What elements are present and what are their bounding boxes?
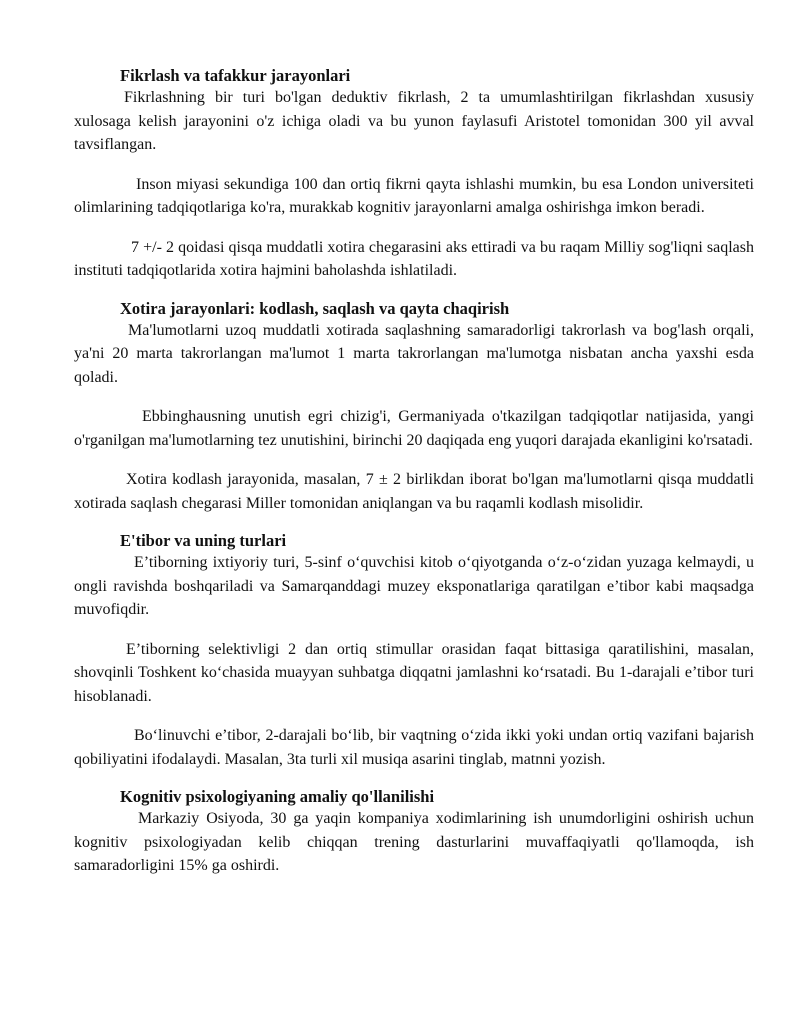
section-thinking <box>74 66 754 283</box>
paragraph: 7 +/- 2 qoidasi qisqa muddatli xotira chegarasini aks ettiradi va bu raqam Milliy sog'liqni saqlash instituti tadqiqotlarida xotira hajmini baholashda ishlatiladi. <box>74 238 754 279</box>
section-attention <box>74 531 754 771</box>
paragraph: Markaziy Osiyoda, 30 ga yaqin kompaniya xodimlarining ish unumdorligini oshirish uchun kognitiv psixologiyadan kelib chiqqan trening dasturlarini muvaffaqiyatli qo'llamoqda, ish samaradorligini 15% ga oshirdi. <box>74 810 754 874</box>
paragraph: E’tiborning selektivligi 2 dan ortiq stimullar orasidan faqat bittasiga qaratilishini, masalan, shovqinli Toshkent ko‘chasida muayyan suhbatga diqqatni jamlashni ko‘rsatadi. Bu 1-darajali e’tibor turi hisoblanadi. <box>74 640 754 705</box>
paragraph: Bo‘linuvchi e’tibor, 2-darajali bo‘lib, bir vaqtning o‘zida ikki yoki undan ortiq vazifani bajarish qobiliyatini ifodalaydi. Masalan, 3ta turli xil musiqa asarini tinglab, matnni yozish. <box>74 727 754 768</box>
section-heading: Fikrlash va tafakkur jarayonlari <box>120 66 351 85</box>
document-page <box>74 66 754 878</box>
section-heading: Xotira jarayonlari: kodlash, saqlash va qayta chaqirish <box>120 298 510 318</box>
section-heading: Kognitiv psixologiyaning amaliy qo'llanilishi <box>120 787 435 806</box>
section-memory <box>74 299 754 516</box>
paragraph: Inson miyasi sekundiga 100 dan ortiq fikrni qayta ishlashi mumkin, bu esa London universiteti olimlarining tadqiqotlariga ko'ra, murakkab kognitiv jarayonlarni amalga oshirishga imkon beradi. <box>74 175 754 216</box>
paragraph: Ebbinghausning unutish egri chizig'i, Germaniyada o'tkazilgan tadqiqotlar natijasida, yangi o'rganilgan ma'lumotlarning tez unutishini, birinchi 20 daqiqada eng yuqori darajada ekanligini ko'rsatadi. <box>74 408 754 449</box>
paragraph: E’tiborning ixtiyoriy turi, 5-sinf o‘quvchisi kitob o‘qiyotganda o‘z-o‘zidan yuzaga kelmaydi, u ongli ravishda boshqariladi va Samarqanddagi muzey eksponatlariga qaratilgan e’tibor kabi maqsadga muvofiqdir. <box>74 554 754 618</box>
paragraph: Xotira kodlash jarayonida, masalan, 7 ± 2 birlikdan iborat bo'lgan ma'lumotlarni qisqa muddatli xotirada saqlash chegarasi Miller tomonidan aniqlangan va bu raqamli kodlash misolidir. <box>74 471 754 512</box>
section-applied <box>74 787 754 878</box>
paragraph: Ma'lumotlarni uzoq muddatli xotirada saqlashning samaradorligi takrorlash va bog'lash orqali, ya'ni 20 marta takrorlangan ma'lumot 1 marta takrorlangan ma'lumotga nisbatan ancha yaxshi esda qoladi. <box>74 321 754 386</box>
paragraph: Fikrlashning bir turi bo'lgan deduktiv fikrlash, 2 ta umumlashtirilgan fikrlashdan xususiy xulosaga kelish jarayonini o'z ichiga oladi va bu yunon faylasufi Aristotel tomonidan 300 yil avval tavsiflangan. <box>74 89 754 153</box>
section-heading: E'tibor va uning turlari <box>120 531 287 550</box>
